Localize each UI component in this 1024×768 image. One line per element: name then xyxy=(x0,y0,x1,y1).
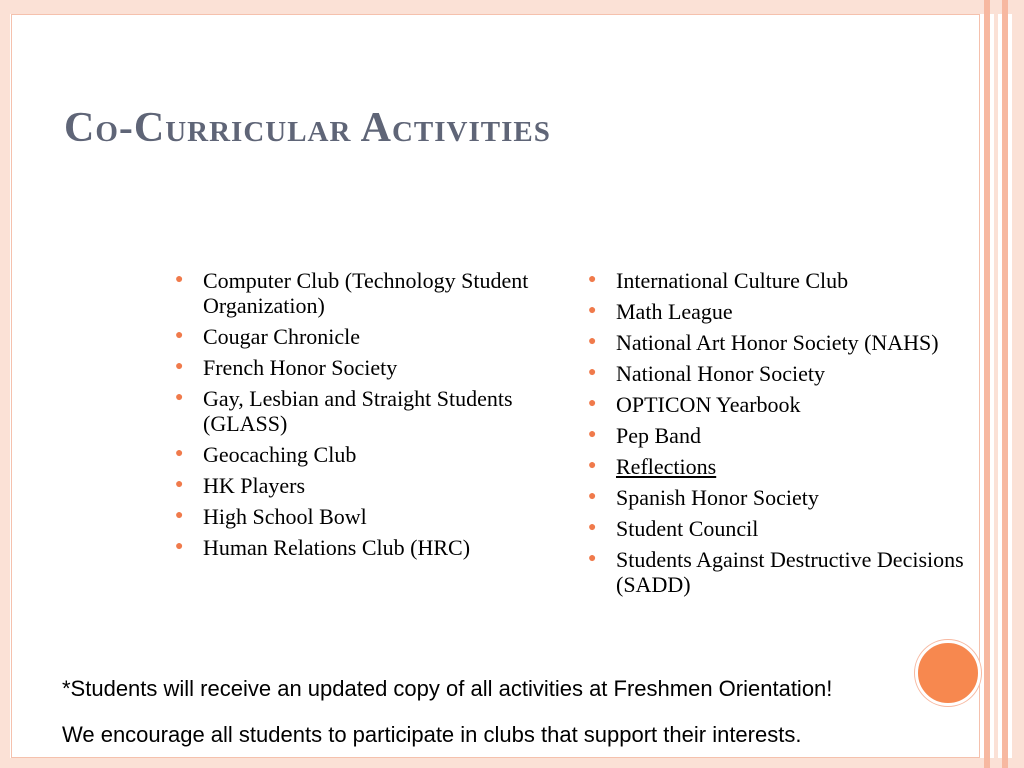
bullet-icon: ● xyxy=(588,458,597,473)
list-item xyxy=(588,392,968,417)
bullet-icon: ● xyxy=(588,396,597,411)
bullet-icon: ● xyxy=(175,328,184,343)
right-border-stripe xyxy=(994,0,998,768)
bullet-icon: ● xyxy=(175,390,184,405)
list-item-label: Math League xyxy=(616,299,733,324)
list-item-label: Gay, Lesbian and Straight Students (GLASS) xyxy=(203,386,513,436)
accent-circle xyxy=(915,640,981,706)
list-item xyxy=(588,485,968,510)
list-item xyxy=(588,547,968,597)
list-item-label: Computer Club (Technology Student Organization) xyxy=(203,268,529,318)
encouragement-note: We encourage all students to participate in clubs that support their interests. xyxy=(62,722,802,747)
bullet-icon: ● xyxy=(588,334,597,349)
list-item xyxy=(175,535,535,560)
list-item-label: Human Relations Club (HRC) xyxy=(203,535,471,560)
bullet-icon: ● xyxy=(588,272,597,287)
bullet-icon: ● xyxy=(175,359,184,374)
left-activity-list xyxy=(175,268,535,566)
bullet-icon: ● xyxy=(588,520,597,535)
top-border xyxy=(0,0,1024,14)
bullet-icon: ● xyxy=(588,489,597,504)
bullet-icon: ● xyxy=(588,427,597,442)
list-item xyxy=(175,473,535,498)
list-item-label: National Honor Society xyxy=(616,361,825,386)
list-item xyxy=(175,324,535,349)
right-border-stripe xyxy=(984,0,990,768)
bullet-icon: ● xyxy=(588,303,597,318)
right-border-stripe xyxy=(1012,0,1024,768)
list-item xyxy=(175,442,535,467)
orientation-note: *Students will receive an updated copy of all activities at Freshmen Orientation! xyxy=(62,676,833,701)
right-activity-list xyxy=(588,268,968,603)
list-item xyxy=(588,516,968,541)
bullet-icon: ● xyxy=(588,551,597,566)
bullet-icon: ● xyxy=(175,446,184,461)
list-item xyxy=(588,361,968,386)
list-item-label: Student Council xyxy=(616,516,759,541)
bottom-border xyxy=(0,758,1024,768)
list-item-label: Geocaching Club xyxy=(203,442,357,467)
list-item xyxy=(175,268,535,318)
list-item-label: OPTICON Yearbook xyxy=(616,392,801,417)
list-item-label: HK Players xyxy=(203,473,306,498)
list-item xyxy=(588,268,968,293)
slide-title: Co-Curricular Activities xyxy=(64,105,551,151)
list-item-label: International Culture Club xyxy=(616,268,849,293)
list-item-label: Students Against Destructive Decisions (SADD) xyxy=(616,547,964,597)
list-item-label: National Art Honor Society (NAHS) xyxy=(616,330,939,355)
list-item xyxy=(175,504,535,529)
list-item-label: Spanish Honor Society xyxy=(616,485,819,510)
right-border-stripe xyxy=(1002,0,1008,768)
list-item-label: Cougar Chronicle xyxy=(203,324,361,349)
list-item-label: High School Bowl xyxy=(203,504,367,529)
list-item xyxy=(588,423,968,448)
list-item xyxy=(175,386,535,436)
left-border xyxy=(0,0,10,768)
bullet-icon: ● xyxy=(175,272,184,287)
list-item xyxy=(175,355,535,380)
bullet-icon: ● xyxy=(175,477,184,492)
list-item[interactable] xyxy=(588,454,968,479)
list-item-label: Pep Band xyxy=(616,423,701,448)
list-item xyxy=(588,330,968,355)
reflections-link[interactable]: Reflections xyxy=(616,454,717,479)
bullet-icon: ● xyxy=(588,365,597,380)
list-item-label: French Honor Society xyxy=(203,355,398,380)
bullet-icon: ● xyxy=(175,508,184,523)
list-item xyxy=(588,299,968,324)
bullet-icon: ● xyxy=(175,539,184,554)
